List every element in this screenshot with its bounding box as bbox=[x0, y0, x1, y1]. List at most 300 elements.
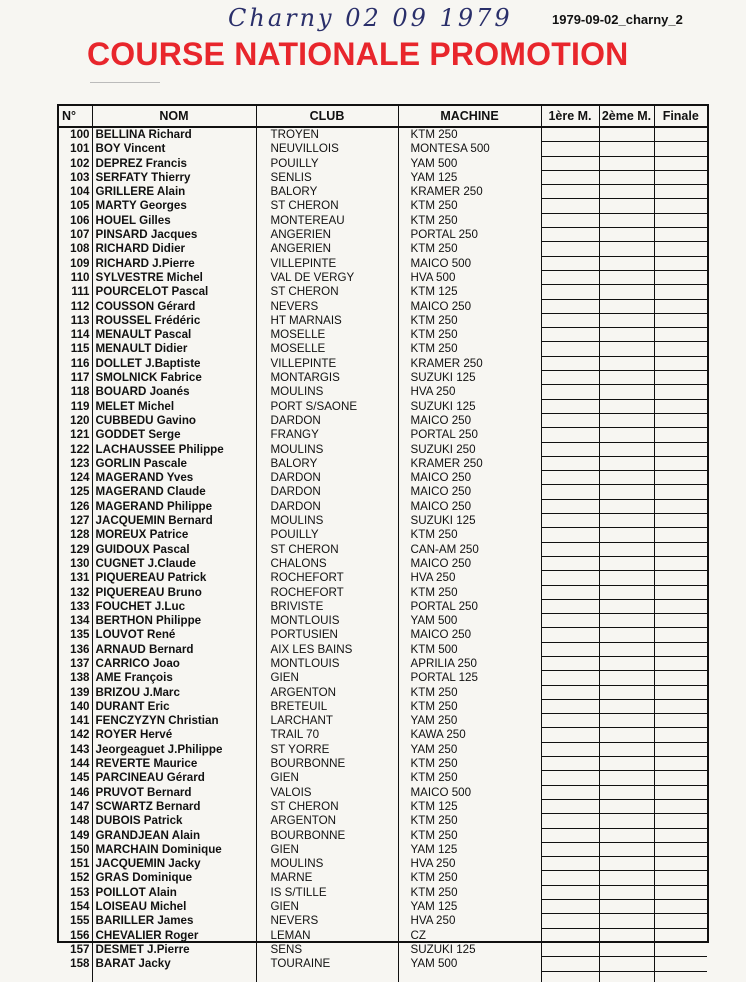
final-cell bbox=[654, 170, 707, 184]
rider-machine: MAICO 500 bbox=[398, 785, 541, 799]
table-row bbox=[59, 585, 707, 599]
rider-machine: KTM 250 bbox=[398, 528, 541, 542]
second-heat-cell bbox=[599, 957, 654, 971]
second-heat-cell bbox=[599, 528, 654, 542]
first-heat-cell bbox=[541, 656, 599, 670]
second-heat-cell bbox=[599, 799, 654, 813]
second-heat-cell bbox=[599, 170, 654, 184]
second-heat-cell bbox=[599, 842, 654, 856]
table-row bbox=[59, 127, 707, 142]
rider-name: DESMET J.Pierre bbox=[92, 942, 256, 956]
rider-number: 113 bbox=[59, 313, 92, 327]
rider-name: DEPREZ Francis bbox=[92, 156, 256, 170]
rider-machine: HVA 250 bbox=[398, 914, 541, 928]
rider-number: 121 bbox=[59, 428, 92, 442]
table-row bbox=[59, 642, 707, 656]
rider-machine: KTM 250 bbox=[398, 342, 541, 356]
rider-club: VAL DE VERGY bbox=[256, 270, 398, 284]
table-row bbox=[59, 499, 707, 513]
first-heat-cell bbox=[541, 814, 599, 828]
rider-machine: KTM 250 bbox=[398, 699, 541, 713]
rider-number: 139 bbox=[59, 685, 92, 699]
rider-number: 109 bbox=[59, 256, 92, 270]
rider-club: FRANGY bbox=[256, 428, 398, 442]
rider-number: 142 bbox=[59, 728, 92, 742]
second-heat-cell bbox=[599, 328, 654, 342]
rider-number: 132 bbox=[59, 585, 92, 599]
filler-cell bbox=[256, 971, 398, 982]
filler-cell bbox=[92, 971, 256, 982]
rider-number: 104 bbox=[59, 185, 92, 199]
rider-club: ARGENTON bbox=[256, 685, 398, 699]
rider-number: 145 bbox=[59, 771, 92, 785]
second-heat-cell bbox=[599, 742, 654, 756]
second-heat-cell bbox=[599, 199, 654, 213]
first-heat-cell bbox=[541, 442, 599, 456]
header-second-heat: 2ème M. bbox=[599, 106, 654, 127]
first-heat-cell bbox=[541, 256, 599, 270]
rider-name: MARCHAIN Dominique bbox=[92, 842, 256, 856]
rider-machine: PORTAL 125 bbox=[398, 671, 541, 685]
rider-machine: KRAMER 250 bbox=[398, 456, 541, 470]
rider-club: BALORY bbox=[256, 185, 398, 199]
table-filler-row bbox=[59, 971, 707, 982]
first-heat-cell bbox=[541, 385, 599, 399]
rider-number: 156 bbox=[59, 928, 92, 942]
final-cell bbox=[654, 156, 707, 170]
second-heat-cell bbox=[599, 471, 654, 485]
rider-name: MENAULT Pascal bbox=[92, 328, 256, 342]
rider-number: 100 bbox=[59, 127, 92, 142]
rider-name: FENCZYZYN Christian bbox=[92, 714, 256, 728]
second-heat-cell bbox=[599, 499, 654, 513]
table-body bbox=[59, 127, 707, 982]
rider-machine: KTM 250 bbox=[398, 828, 541, 842]
rider-name: SYLVESTRE Michel bbox=[92, 270, 256, 284]
table-row bbox=[59, 285, 707, 299]
first-heat-cell bbox=[541, 599, 599, 613]
first-heat-cell bbox=[541, 685, 599, 699]
rider-name: CUBBEDU Gavino bbox=[92, 413, 256, 427]
rider-machine: KTM 250 bbox=[398, 585, 541, 599]
rider-machine: CAN-AM 250 bbox=[398, 542, 541, 556]
rider-club: HT MARNAIS bbox=[256, 313, 398, 327]
rider-name: POILLOT Alain bbox=[92, 885, 256, 899]
rider-name: ROUSSEL Frédéric bbox=[92, 313, 256, 327]
rider-number: 153 bbox=[59, 885, 92, 899]
rider-number: 144 bbox=[59, 757, 92, 771]
final-cell bbox=[654, 928, 707, 942]
table-row bbox=[59, 900, 707, 914]
second-heat-cell bbox=[599, 914, 654, 928]
first-heat-cell bbox=[541, 842, 599, 856]
final-cell bbox=[654, 642, 707, 656]
second-heat-cell bbox=[599, 127, 654, 142]
second-heat-cell bbox=[599, 456, 654, 470]
table-row bbox=[59, 571, 707, 585]
rider-name: BRIZOU J.Marc bbox=[92, 685, 256, 699]
rider-machine: YAM 125 bbox=[398, 900, 541, 914]
rider-machine: SUZUKI 125 bbox=[398, 942, 541, 956]
rider-number: 157 bbox=[59, 942, 92, 956]
rider-name: GORLIN Pascale bbox=[92, 456, 256, 470]
rider-machine: MAICO 500 bbox=[398, 256, 541, 270]
rider-club: MONTARGIS bbox=[256, 371, 398, 385]
first-heat-cell bbox=[541, 928, 599, 942]
rider-name: LOISEAU Michel bbox=[92, 900, 256, 914]
second-heat-cell bbox=[599, 599, 654, 613]
rider-machine: SUZUKI 125 bbox=[398, 399, 541, 413]
rider-club: PORT S/SAONE bbox=[256, 399, 398, 413]
rider-club: MOULINS bbox=[256, 442, 398, 456]
rider-name: MAGERAND Philippe bbox=[92, 499, 256, 513]
final-cell bbox=[654, 399, 707, 413]
rider-machine: KTM 250 bbox=[398, 871, 541, 885]
rider-club: DARDON bbox=[256, 485, 398, 499]
rider-club: LEMAN bbox=[256, 928, 398, 942]
rider-name: CARRICO Joao bbox=[92, 656, 256, 670]
second-heat-cell bbox=[599, 942, 654, 956]
final-cell bbox=[654, 442, 707, 456]
header-nom: NOM bbox=[92, 106, 256, 127]
rider-name: SCWARTZ Bernard bbox=[92, 799, 256, 813]
second-heat-cell bbox=[599, 828, 654, 842]
rider-number: 152 bbox=[59, 871, 92, 885]
final-cell bbox=[654, 885, 707, 899]
table-row bbox=[59, 814, 707, 828]
rider-club: MOULINS bbox=[256, 385, 398, 399]
rider-name: GRANDJEAN Alain bbox=[92, 828, 256, 842]
rider-number: 127 bbox=[59, 514, 92, 528]
rider-club: TROYEN bbox=[256, 127, 398, 142]
rider-machine: HVA 250 bbox=[398, 571, 541, 585]
first-heat-cell bbox=[541, 242, 599, 256]
table-row bbox=[59, 671, 707, 685]
rider-number: 119 bbox=[59, 399, 92, 413]
rider-club: GIEN bbox=[256, 842, 398, 856]
rider-number: 133 bbox=[59, 599, 92, 613]
rider-machine: SUZUKI 125 bbox=[398, 514, 541, 528]
table-row bbox=[59, 313, 707, 327]
rider-machine: KAWA 250 bbox=[398, 728, 541, 742]
rider-machine: KTM 250 bbox=[398, 213, 541, 227]
rider-name: CHEVALIER Roger bbox=[92, 928, 256, 942]
table-row bbox=[59, 213, 707, 227]
rider-name: CUGNET J.Claude bbox=[92, 556, 256, 570]
filler-cell bbox=[654, 971, 707, 982]
rider-club: MONTEREAU bbox=[256, 213, 398, 227]
rider-number: 122 bbox=[59, 442, 92, 456]
table-row bbox=[59, 471, 707, 485]
first-heat-cell bbox=[541, 857, 599, 871]
first-heat-cell bbox=[541, 642, 599, 656]
second-heat-cell bbox=[599, 585, 654, 599]
rider-number: 110 bbox=[59, 270, 92, 284]
table-row bbox=[59, 614, 707, 628]
rider-club: BRETEUIL bbox=[256, 699, 398, 713]
rider-name: REVERTE Maurice bbox=[92, 757, 256, 771]
rider-machine: KTM 500 bbox=[398, 642, 541, 656]
final-cell bbox=[654, 556, 707, 570]
rider-club: ST YORRE bbox=[256, 742, 398, 756]
final-cell bbox=[654, 742, 707, 756]
rider-name: BOY Vincent bbox=[92, 142, 256, 156]
rider-club: MONTLOUIS bbox=[256, 614, 398, 628]
second-heat-cell bbox=[599, 371, 654, 385]
rider-number: 149 bbox=[59, 828, 92, 842]
rider-machine: MONTESA 500 bbox=[398, 142, 541, 156]
rider-club: ROCHEFORT bbox=[256, 571, 398, 585]
rider-club: POUILLY bbox=[256, 156, 398, 170]
first-heat-cell bbox=[541, 313, 599, 327]
filler-cell bbox=[541, 971, 599, 982]
rider-machine: HVA 250 bbox=[398, 857, 541, 871]
table-row bbox=[59, 170, 707, 184]
second-heat-cell bbox=[599, 771, 654, 785]
rider-club: VILLEPINTE bbox=[256, 256, 398, 270]
rider-club: ST CHERON bbox=[256, 199, 398, 213]
second-heat-cell bbox=[599, 356, 654, 370]
table-row bbox=[59, 828, 707, 842]
rider-name: JACQUEMIN Bernard bbox=[92, 514, 256, 528]
table-row bbox=[59, 599, 707, 613]
final-cell bbox=[654, 199, 707, 213]
table-row bbox=[59, 456, 707, 470]
table-row bbox=[59, 542, 707, 556]
final-cell bbox=[654, 142, 707, 156]
final-cell bbox=[654, 485, 707, 499]
table-row bbox=[59, 842, 707, 856]
first-heat-cell bbox=[541, 885, 599, 899]
rider-machine: YAM 500 bbox=[398, 156, 541, 170]
rider-number: 148 bbox=[59, 814, 92, 828]
second-heat-cell bbox=[599, 285, 654, 299]
rider-name: PIQUEREAU Patrick bbox=[92, 571, 256, 585]
rider-number: 140 bbox=[59, 699, 92, 713]
rider-name: ARNAUD Bernard bbox=[92, 642, 256, 656]
table-row bbox=[59, 328, 707, 342]
first-heat-cell bbox=[541, 356, 599, 370]
table-row bbox=[59, 942, 707, 956]
rider-name: Jeorgeaguet J.Philippe bbox=[92, 742, 256, 756]
first-heat-cell bbox=[541, 270, 599, 284]
first-heat-cell bbox=[541, 914, 599, 928]
table-row bbox=[59, 628, 707, 642]
second-heat-cell bbox=[599, 142, 654, 156]
rider-name: ROYER Hervé bbox=[92, 728, 256, 742]
table-row bbox=[59, 199, 707, 213]
first-heat-cell bbox=[541, 127, 599, 142]
rider-number: 151 bbox=[59, 857, 92, 871]
final-cell bbox=[654, 499, 707, 513]
table-row bbox=[59, 514, 707, 528]
first-heat-cell bbox=[541, 499, 599, 513]
first-heat-cell bbox=[541, 585, 599, 599]
rider-name: PINSARD Jacques bbox=[92, 228, 256, 242]
document-id: 1979-09-02_charny_2 bbox=[552, 12, 683, 27]
rider-club: VALOIS bbox=[256, 785, 398, 799]
rider-number: 106 bbox=[59, 213, 92, 227]
rider-number: 137 bbox=[59, 656, 92, 670]
final-cell bbox=[654, 585, 707, 599]
second-heat-cell bbox=[599, 785, 654, 799]
rider-name: POURCELOT Pascal bbox=[92, 285, 256, 299]
first-heat-cell bbox=[541, 299, 599, 313]
rider-number: 138 bbox=[59, 671, 92, 685]
rider-name: DUBOIS Patrick bbox=[92, 814, 256, 828]
table-row bbox=[59, 142, 707, 156]
final-cell bbox=[654, 599, 707, 613]
table-row bbox=[59, 757, 707, 771]
rider-name: LACHAUSSEE Philippe bbox=[92, 442, 256, 456]
rider-name: GRILLERE Alain bbox=[92, 185, 256, 199]
second-heat-cell bbox=[599, 728, 654, 742]
rider-number: 103 bbox=[59, 170, 92, 184]
second-heat-cell bbox=[599, 485, 654, 499]
rider-club: BRIVISTE bbox=[256, 599, 398, 613]
final-cell bbox=[654, 514, 707, 528]
rider-club: DARDON bbox=[256, 471, 398, 485]
second-heat-cell bbox=[599, 556, 654, 570]
rider-machine: KTM 250 bbox=[398, 313, 541, 327]
rider-club: SENS bbox=[256, 942, 398, 956]
rider-name: LOUVOT René bbox=[92, 628, 256, 642]
final-cell bbox=[654, 385, 707, 399]
rider-club: NEUVILLOIS bbox=[256, 142, 398, 156]
rider-number: 101 bbox=[59, 142, 92, 156]
table-row bbox=[59, 528, 707, 542]
rider-machine: PORTAL 250 bbox=[398, 599, 541, 613]
final-cell bbox=[654, 328, 707, 342]
rider-machine: PORTAL 250 bbox=[398, 228, 541, 242]
first-heat-cell bbox=[541, 957, 599, 971]
rider-club: PORTUSIEN bbox=[256, 628, 398, 642]
table-row bbox=[59, 342, 707, 356]
rider-number: 147 bbox=[59, 799, 92, 813]
first-heat-cell bbox=[541, 785, 599, 799]
table-row bbox=[59, 256, 707, 270]
second-heat-cell bbox=[599, 685, 654, 699]
table-row bbox=[59, 728, 707, 742]
rider-number: 150 bbox=[59, 842, 92, 856]
second-heat-cell bbox=[599, 642, 654, 656]
header-final: Finale bbox=[654, 106, 707, 127]
second-heat-cell bbox=[599, 156, 654, 170]
rider-name: MENAULT Didier bbox=[92, 342, 256, 356]
final-cell bbox=[654, 900, 707, 914]
rider-machine: MAICO 250 bbox=[398, 556, 541, 570]
rider-number: 129 bbox=[59, 542, 92, 556]
rider-machine: HVA 500 bbox=[398, 270, 541, 284]
rider-name: PIQUEREAU Bruno bbox=[92, 585, 256, 599]
entry-list-sheet bbox=[57, 104, 709, 971]
final-cell bbox=[654, 356, 707, 370]
second-heat-cell bbox=[599, 900, 654, 914]
first-heat-cell bbox=[541, 771, 599, 785]
rider-club: MOULINS bbox=[256, 514, 398, 528]
rider-name: GODDET Serge bbox=[92, 428, 256, 442]
rider-number: 114 bbox=[59, 328, 92, 342]
second-heat-cell bbox=[599, 299, 654, 313]
first-heat-cell bbox=[541, 413, 599, 427]
rider-machine: KRAMER 250 bbox=[398, 356, 541, 370]
rider-name: MAGERAND Yves bbox=[92, 471, 256, 485]
rider-name: AME François bbox=[92, 671, 256, 685]
rider-machine: KTM 250 bbox=[398, 685, 541, 699]
final-cell bbox=[654, 699, 707, 713]
rider-machine: APRILIA 250 bbox=[398, 656, 541, 670]
rider-club: DARDON bbox=[256, 499, 398, 513]
rider-machine: SUZUKI 125 bbox=[398, 371, 541, 385]
final-cell bbox=[654, 628, 707, 642]
rider-machine: KTM 250 bbox=[398, 127, 541, 142]
second-heat-cell bbox=[599, 270, 654, 284]
entry-list-table bbox=[59, 106, 707, 982]
second-heat-cell bbox=[599, 313, 654, 327]
first-heat-cell bbox=[541, 628, 599, 642]
second-heat-cell bbox=[599, 185, 654, 199]
rider-machine: KTM 250 bbox=[398, 242, 541, 256]
first-heat-cell bbox=[541, 542, 599, 556]
rider-number: 124 bbox=[59, 471, 92, 485]
final-cell bbox=[654, 957, 707, 971]
final-cell bbox=[654, 656, 707, 670]
rider-name: DURANT Eric bbox=[92, 699, 256, 713]
final-cell bbox=[654, 828, 707, 842]
rider-name: GRAS Dominique bbox=[92, 871, 256, 885]
final-cell bbox=[654, 371, 707, 385]
rider-name: PARCINEAU Gérard bbox=[92, 771, 256, 785]
rider-club: MOSELLE bbox=[256, 328, 398, 342]
first-heat-cell bbox=[541, 371, 599, 385]
first-heat-cell bbox=[541, 799, 599, 813]
table-row bbox=[59, 871, 707, 885]
first-heat-cell bbox=[541, 514, 599, 528]
first-heat-cell bbox=[541, 185, 599, 199]
rider-club: POUILLY bbox=[256, 528, 398, 542]
final-cell bbox=[654, 814, 707, 828]
header-club: CLUB bbox=[256, 106, 398, 127]
rider-name: BELLINA Richard bbox=[92, 127, 256, 142]
first-heat-cell bbox=[541, 942, 599, 956]
final-cell bbox=[654, 771, 707, 785]
final-cell bbox=[654, 413, 707, 427]
rider-name: MELET Michel bbox=[92, 399, 256, 413]
rider-name: MAGERAND Claude bbox=[92, 485, 256, 499]
first-heat-cell bbox=[541, 571, 599, 585]
rider-number: 118 bbox=[59, 385, 92, 399]
final-cell bbox=[654, 313, 707, 327]
final-cell bbox=[654, 799, 707, 813]
rider-number: 158 bbox=[59, 957, 92, 971]
final-cell bbox=[654, 228, 707, 242]
page-title: COURSE NATIONALE PROMOTION bbox=[87, 36, 629, 72]
header-first-heat: 1ère M. bbox=[541, 106, 599, 127]
table-row bbox=[59, 371, 707, 385]
first-heat-cell bbox=[541, 485, 599, 499]
table-header bbox=[59, 106, 707, 127]
first-heat-cell bbox=[541, 671, 599, 685]
rider-name: DOLLET J.Baptiste bbox=[92, 356, 256, 370]
rider-machine: KTM 125 bbox=[398, 285, 541, 299]
rider-club: TOURAINE bbox=[256, 957, 398, 971]
table-row bbox=[59, 485, 707, 499]
rider-club: ST CHERON bbox=[256, 799, 398, 813]
table-row bbox=[59, 385, 707, 399]
rider-number: 107 bbox=[59, 228, 92, 242]
second-heat-cell bbox=[599, 714, 654, 728]
rider-machine: HVA 250 bbox=[398, 385, 541, 399]
